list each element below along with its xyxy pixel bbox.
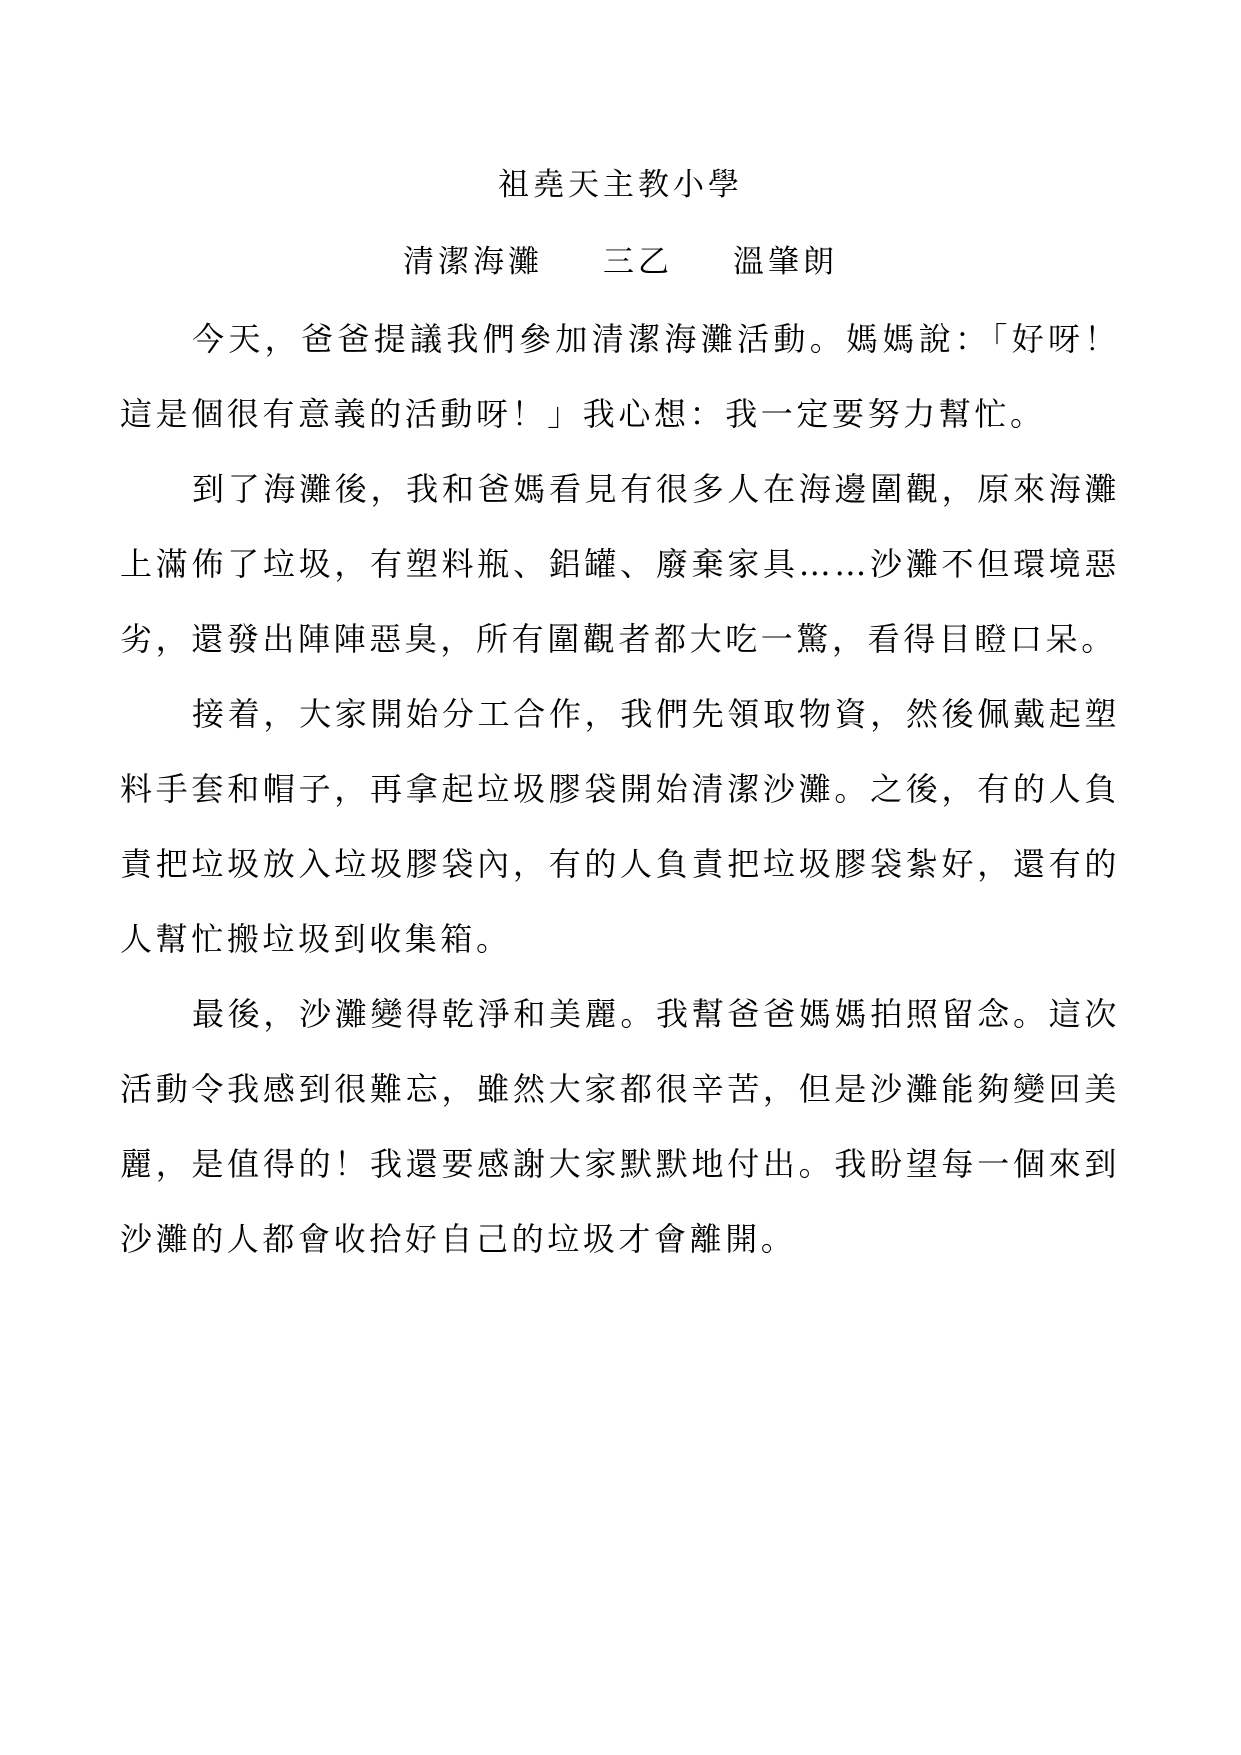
author-name: 溫肇朗 — [733, 244, 838, 280]
paragraph-2: 到了海灘後，我和爸媽看見有很多人在海邊圍觀，原來海灘上滿佈了垃圾，有塑料瓶、鋁罐、廢棄家具……沙灘不但環境惡劣，還發出陣陣惡臭，所有圍觀者都大吃一驚，看得目瞪口呆。 — [120, 470, 1120, 658]
paragraph-4: 最後，沙灘變得乾淨和美麗。我幫爸爸媽媽拍照留念。這次活動令我感到很難忘，雖然大家都很辛苦，但是沙灘能夠變回美麗，是值得的！我還要感謝大家默默地付出。我盼望每一個來到沙灘的人都會收拾好自己的垃圾才會離開。 — [120, 995, 1120, 1258]
paragraph-1: 今天，爸爸提議我們參加清潔海灘活動。媽媽說：「好呀！這是個很有意義的活動呀！」我心想：我一定要努力幫忙。 — [120, 320, 1120, 433]
school-name: 祖堯天主教小學 — [498, 167, 743, 203]
essay-title: 清潔海灘 — [403, 244, 543, 280]
essay-heading — [0, 242, 1241, 282]
class-name: 三乙 — [603, 244, 673, 280]
paragraph-3: 接着，大家開始分工合作，我們先領取物資，然後佩戴起塑料手套和帽子，再拿起垃圾膠袋開始清潔沙灘。之後，有的人負責把垃圾放入垃圾膠袋內，有的人負責把垃圾膠袋紮好，還有的人幫忙搬垃圾到收集箱。 — [120, 695, 1120, 958]
essay-body — [120, 302, 1120, 1277]
